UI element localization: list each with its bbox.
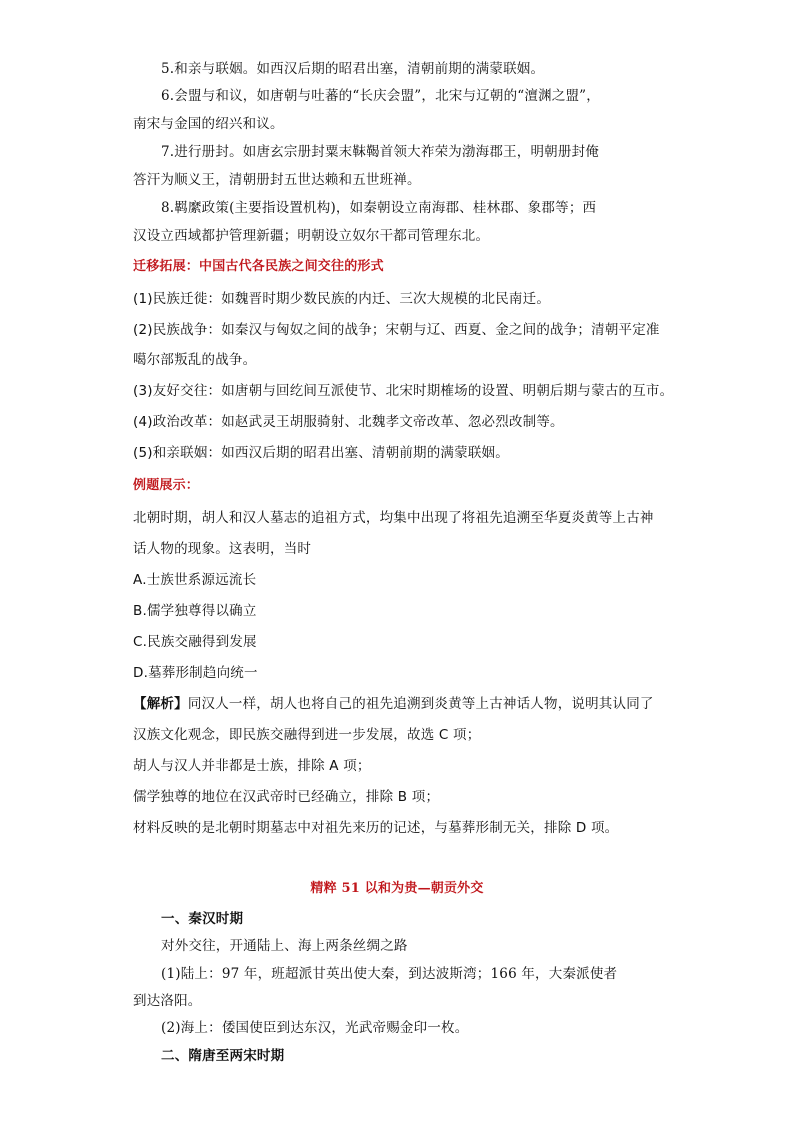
list-item-8: 8.羁縻政策(主要指设置机构)，如秦朝设立南海郡、桂林郡、象郡等；西 — [161, 200, 597, 216]
list-item-5: 5.和亲与联姻。如西汉后期的昭君出塞，清朝前期的满蒙联姻。 — [161, 61, 545, 77]
analysis-line-2: 汉族文化观念，即民族交融得到进一步发展，故选 C 项； — [133, 727, 481, 743]
extension-item-2-continued: 噶尔部叛乱的战争。 — [133, 352, 257, 368]
paragraph-land-route: (1)陆上：97 年，班超派甘英出使大秦，到达波斯湾；166 年，大秦派使者 — [161, 966, 618, 982]
paragraph-sea-route: (2)海上：倭国使臣到达东汉，光武帝赐金印一枚。 — [161, 1020, 469, 1036]
option-c: C.民族交融得到发展 — [133, 634, 257, 650]
example-heading: 例题展示： — [133, 478, 200, 493]
analysis-line-4: 儒学独尊的地位在汉武帝时已经确立，排除 B 项； — [133, 789, 440, 805]
option-a: A.士族世系源远流长 — [133, 572, 257, 588]
question-line-2: 话人物的现象。这表明，当时 — [133, 541, 312, 557]
list-item-6-continued: 南宋与金国的绍兴和议。 — [133, 116, 284, 132]
extension-item-2: (2)民族战争：如秦汉与匈奴之间的战争；宋朝与辽、西夏、金之间的战争；清朝平定准 — [133, 322, 660, 338]
analysis-line-3: 胡人与汉人并非都是士族，排除 A 项； — [133, 758, 371, 774]
extension-item-5: (5)和亲联姻：如西汉后期的昭君出塞、清朝前期的满蒙联姻。 — [133, 445, 509, 461]
section-title: 精粹 51 以和为贵—朝贡外交 — [310, 881, 484, 896]
option-d: D.墓葬形制趋向统一 — [133, 665, 258, 681]
list-item-6: 6.会盟与和议，如唐朝与吐蕃的“长庆会盟”，北宋与辽朝的“澶渊之盟”， — [161, 88, 600, 104]
question-line-1: 北朝时期，胡人和汉人墓志的追祖方式，均集中出现了将祖先追溯至华夏炎黄等上古神 — [133, 510, 654, 526]
extension-heading: 迁移拓展：中国古代各民族之间交往的形式 — [133, 259, 384, 274]
option-b: B.儒学独尊得以确立 — [133, 603, 257, 619]
analysis-line-5: 材料反映的是北朝时期墓志中对祖先来历的记述，与墓葬形制无关，排除 D 项。 — [133, 820, 619, 836]
list-item-7: 7.进行册封。如唐玄宗册封粟末靺鞨首领大祚荣为渤海郡王，明朝册封俺 — [161, 144, 599, 160]
extension-item-3: (3)友好交往：如唐朝与回纥间互派使节、北宋时期榷场的设置、明朝后期与蒙古的互市。 — [133, 383, 674, 399]
analysis-line-1 — [133, 694, 654, 714]
analysis-text-1: 同汉人一样，胡人也将自己的祖先追溯到炎黄等上古神话人物，说明其认同了 — [187, 696, 654, 712]
extension-item-1: (1)民族迁徙：如魏晋时期少数民族的内迁、三次大规模的北民南迁。 — [133, 291, 551, 307]
subheading-qin-han: 一、秦汉时期 — [161, 911, 244, 927]
analysis-label: 【解析】 — [133, 696, 188, 712]
paragraph-silk-road: 对外交往，开通陆上、海上两条丝绸之路 — [161, 938, 408, 954]
list-item-7-continued: 答汗为顺义王，清朝册封五世达赖和五世班禅。 — [133, 172, 421, 188]
extension-item-4: (4)政治改革：如赵武灵王胡服骑射、北魏孝文帝改革、忽必烈改制等。 — [133, 414, 564, 430]
list-item-8-continued: 汉设立西域都护管理新疆；明朝设立奴尔干都司管理东北。 — [133, 228, 490, 244]
subheading-sui-tang-song: 二、隋唐至两宋时期 — [161, 1048, 285, 1064]
paragraph-land-route-continued: 到达洛阳。 — [133, 993, 202, 1009]
